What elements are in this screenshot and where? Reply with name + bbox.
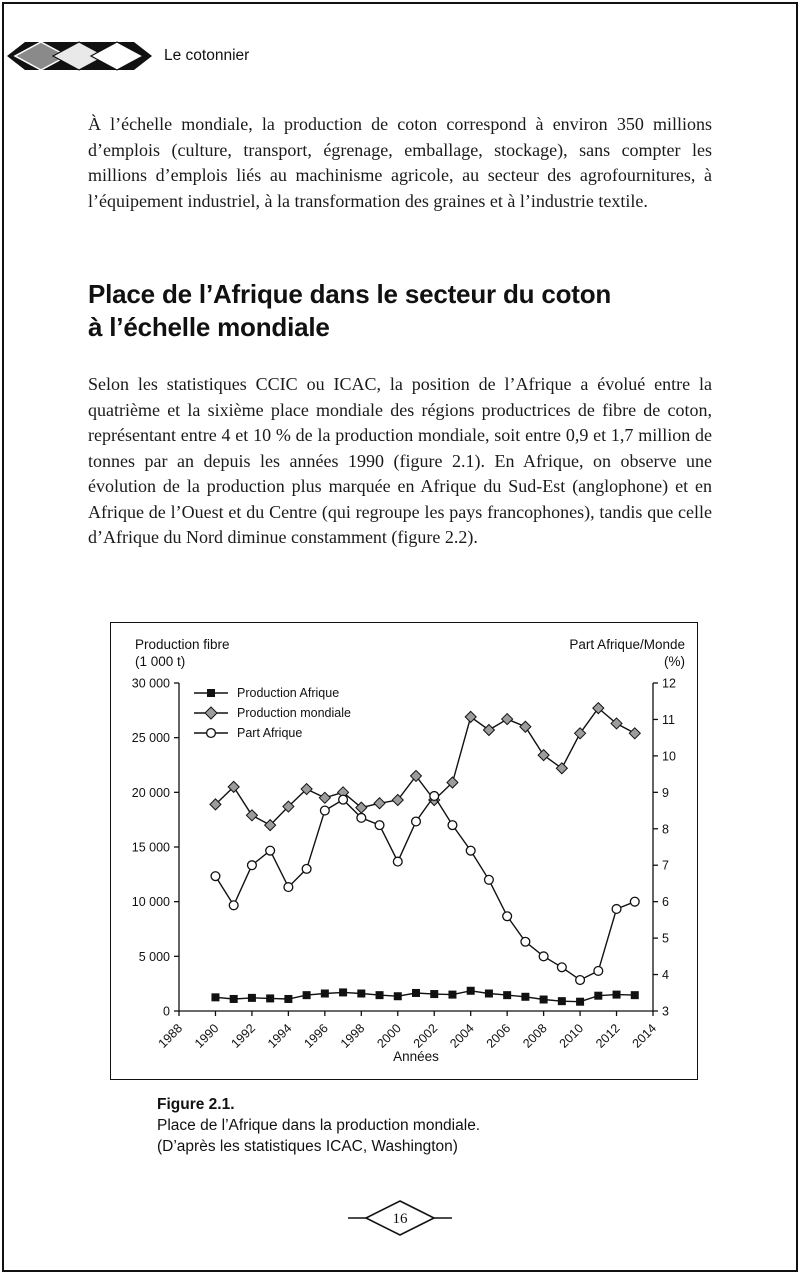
legend-item-part-afrique [193, 723, 351, 743]
svg-text:30 000: 30 000 [131, 676, 170, 691]
svg-text:12: 12 [662, 676, 676, 691]
legend-label: Production Afrique [237, 686, 340, 700]
svg-text:9: 9 [662, 785, 669, 800]
figure-label: Figure 2.1. [157, 1096, 235, 1113]
legend-label: Production mondiale [237, 706, 351, 720]
svg-text:2000: 2000 [374, 1021, 404, 1051]
left-axis-title: Production fibre (1 000 t) [135, 637, 230, 669]
svg-text:1988: 1988 [155, 1021, 186, 1051]
svg-text:25 000: 25 000 [131, 731, 170, 746]
intro-paragraph: À l’échelle mondiale, la production de coton correspond à environ 350 millions d’emplois (culture, transport, égrenage, emballage, stockage), sans compter les millions d’emplois liés au machinisme agricole, au secteur des agrofournitures, à l’équipement industriel, à la transformation des graines et à l’industrie textile. [88, 114, 712, 211]
chart-legend [193, 683, 351, 743]
svg-text:2008: 2008 [520, 1021, 550, 1051]
svg-text:1996: 1996 [301, 1021, 331, 1051]
svg-text:0: 0 [163, 1004, 170, 1019]
svg-text:2014: 2014 [629, 1021, 660, 1051]
figure-source: (D’après les statistiques ICAC, Washington) [157, 1138, 458, 1155]
svg-text:2012: 2012 [593, 1021, 623, 1051]
svg-text:20 000: 20 000 [131, 785, 170, 800]
diamond-ornament-icon [7, 40, 152, 72]
svg-text:2010: 2010 [556, 1021, 587, 1051]
page-number-ornament [340, 1198, 460, 1238]
legend-item-production-mondiale [193, 703, 351, 723]
circle-marker-icon [193, 726, 229, 740]
svg-text:2006: 2006 [483, 1021, 514, 1051]
svg-text:1994: 1994 [264, 1021, 295, 1051]
svg-text:5: 5 [662, 931, 669, 946]
legend-item-production-afrique [193, 683, 351, 703]
svg-text:15 000: 15 000 [131, 840, 170, 855]
running-header: Le cotonnier [164, 47, 250, 64]
figure-2-1-box [110, 622, 698, 1080]
svg-text:1990: 1990 [192, 1021, 222, 1051]
body-paragraph: Selon les statistiques CCIC ou ICAC, la position de l’Afrique a évolué entre la quatrième et la sixième place mondiale des régions productrices de fibre de coton, représentant entre 4 et 10 % de la production mondiale, soit entre 0,9 et 1,7 million de tonnes par an depuis les années 1990 (figure 2.1). En Afrique, on observe une évolution de la production plus marquée en Afrique du Sud-Est (anglophone) et en Afrique de l’Ouest et du Centre (qui regroupe les pays francophones), tandis que celle d’Afrique du Nord diminue constamment (figure 2.2). [88, 374, 712, 547]
svg-text:11: 11 [662, 712, 675, 727]
svg-text:1992: 1992 [228, 1021, 259, 1051]
svg-text:10 000: 10 000 [131, 895, 170, 910]
figure-caption-text: Place de l’Afrique dans la production mondiale. [157, 1117, 481, 1134]
section-title-line2: à l’échelle mondiale [88, 312, 330, 342]
svg-text:8: 8 [662, 822, 669, 837]
legend-label: Part Afrique [237, 726, 303, 740]
section-title-line1: Place de l’Afrique dans le secteur du coton [88, 279, 612, 309]
svg-text:3: 3 [662, 1004, 669, 1019]
svg-text:6: 6 [662, 895, 669, 910]
svg-text:1998: 1998 [337, 1021, 368, 1051]
svg-text:2004: 2004 [447, 1021, 477, 1051]
x-axis-title: Années [393, 1049, 439, 1064]
svg-text:7: 7 [662, 858, 669, 873]
svg-text:5 000: 5 000 [138, 949, 170, 964]
square-marker-icon [193, 686, 229, 700]
right-axis-title: Part Afrique/Monde (%) [569, 637, 685, 669]
svg-text:4: 4 [662, 968, 669, 983]
series-production-afrique [211, 987, 638, 1006]
diamond-marker-icon [193, 706, 229, 720]
svg-text:2002: 2002 [410, 1021, 441, 1051]
section-title [88, 278, 712, 344]
svg-text:10: 10 [662, 749, 676, 764]
figure-caption [157, 1094, 637, 1157]
page-number: 16 [392, 1211, 408, 1227]
